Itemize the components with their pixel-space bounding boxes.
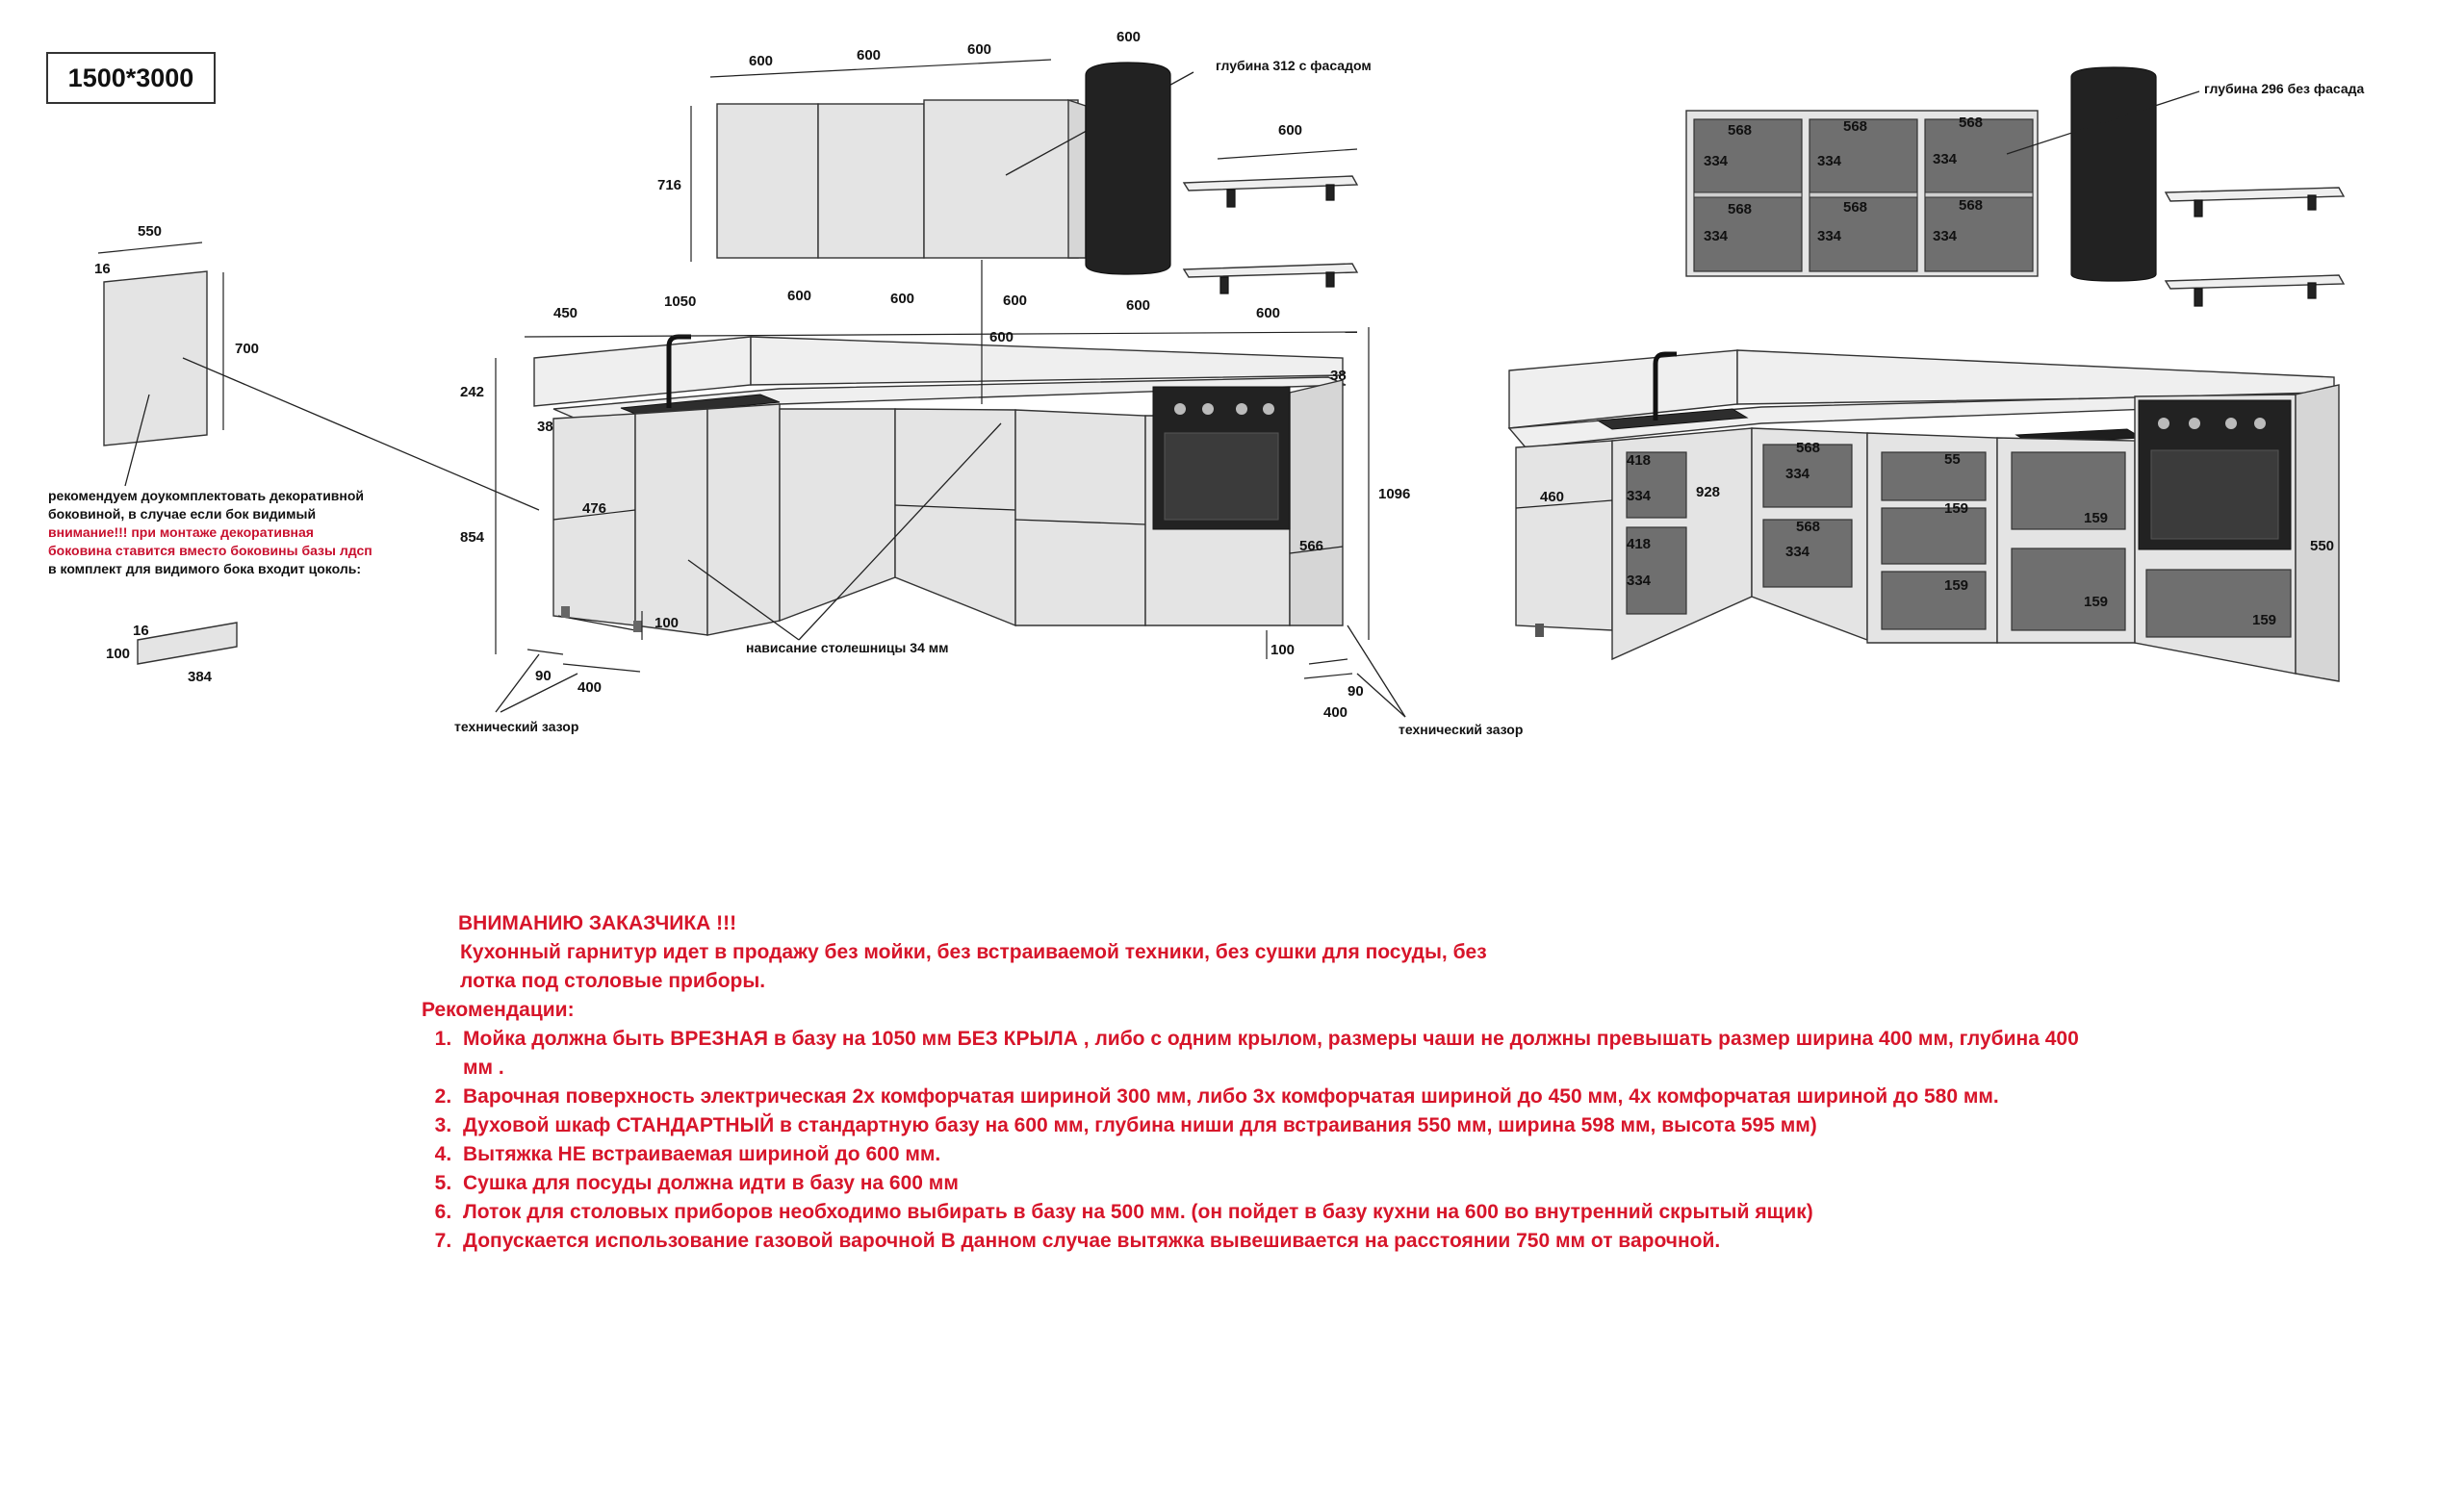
upper-inner-w-3: 568 — [1959, 115, 1984, 131]
base-width-600-c: 600 — [1003, 293, 1028, 309]
panel-thickness-label: 16 — [94, 261, 111, 277]
open-depth-460: 460 — [1540, 489, 1565, 505]
plinth-thickness-label: 16 — [133, 623, 149, 639]
gap-right-90: 90 — [1348, 683, 1364, 700]
base-depth-right-label: 566 — [1299, 538, 1324, 554]
panel-warning-line2: боковина ставится вместо боковины базы лдсп — [48, 543, 372, 558]
panel-width-label: 550 — [138, 223, 163, 240]
base-width-600-e: 600 — [1256, 305, 1281, 321]
upper-inner-w-2: 568 — [1843, 118, 1868, 135]
hood-gap-label: 600 — [989, 329, 1014, 345]
upper-inner-h-5: 334 — [1817, 228, 1842, 244]
customer-notice — [414, 909, 2108, 1256]
intro-line-1: Кухонный гарнитур идет в продажу без мойки, без встраиваемой техники, без сушки для посуды, без — [460, 941, 1487, 963]
upper-inner-h-2: 334 — [1817, 153, 1842, 169]
open-h334-mid-bot: 334 — [1785, 544, 1810, 560]
recommendation-item: 3. Духовой шкаф СТАНДАРТНЫЙ в стандартную базу на 600 мм, глубина ниши для встраивания 550 мм, ширина 598 мм, высота 595 мм) — [457, 1111, 2108, 1140]
hood-depth-note: глубина 312 с фасадом — [1216, 58, 1372, 73]
panel-warning-line1: внимание!!! при монтаже декоративная — [48, 524, 314, 540]
upper-inner-h-4: 334 — [1704, 228, 1729, 244]
base-width-600-a: 600 — [787, 288, 812, 304]
recommendations-title: Рекомендации: — [422, 999, 575, 1021]
base-width-450: 450 — [553, 305, 578, 321]
sheet-size-label: 1500*3000 — [46, 52, 216, 104]
recommendation-item: 1. Мойка должна быть ВРЕЗНАЯ в базу на 1050 мм БЕЗ КРЫЛА , либо с одним крылом, размеры чаши не должны превышать размер ширина 400 мм, глубина 400 мм . — [457, 1025, 2108, 1083]
recommendation-item: 6. Лоток для столовых приборов необходимо выбирать в базу на 500 мм. (он пойдет в базу кухни на 600 во внутренний скрытый ящик) — [457, 1198, 2108, 1227]
wall-shelves — [1184, 122, 1357, 293]
upper-inner-w-5: 568 — [1843, 199, 1868, 216]
open-kitchen-view — [1509, 67, 2365, 681]
panel-note-line2: боковиной, в случае если бок видимый — [48, 506, 317, 522]
worktop-38-left: 38 — [537, 419, 553, 435]
base-height-label: 854 — [460, 529, 485, 546]
open-h159-c: 159 — [2084, 510, 2109, 526]
upper-width-3: 600 — [967, 41, 992, 58]
gap-left-400: 400 — [578, 679, 603, 696]
total-height-label: 1096 — [1378, 486, 1411, 502]
side-panel-notes — [48, 488, 372, 576]
base-width-600-b: 600 — [890, 291, 915, 307]
upper-inner-w-4: 568 — [1728, 201, 1753, 217]
plinth-right-label: 100 — [1270, 642, 1296, 658]
attention-heading: ВНИМАНИЮ ЗАКАЗЧИКА !!! — [458, 912, 737, 934]
base-width-1050: 1050 — [664, 293, 697, 310]
base-depth-left-label: 476 — [582, 500, 607, 517]
tech-gap-left: технический зазор — [454, 719, 579, 734]
overhang-note: нависание столешницы 34 мм — [746, 640, 949, 655]
worktop-38-right: 38 — [1330, 368, 1347, 384]
plinth-length-label: 384 — [188, 669, 213, 685]
upper-inner-w-6: 568 — [1959, 197, 1984, 214]
open-h159-e: 159 — [2252, 612, 2277, 628]
plinth-piece — [106, 623, 237, 685]
base-width-600-d: 600 — [1126, 297, 1151, 314]
open-h159-d: 159 — [2084, 594, 2109, 610]
gap-left-90: 90 — [535, 668, 552, 684]
open-h334-top: 334 — [1627, 488, 1652, 504]
closed-kitchen-view — [454, 29, 1523, 737]
recommendations-list — [414, 1025, 2108, 1256]
upper-inner-h-6: 334 — [1933, 228, 1958, 244]
plinth-note: в комплект для видимого бока входит цоколь: — [48, 561, 361, 576]
shelf-width-label: 600 — [1278, 122, 1303, 139]
open-h159-b: 159 — [1944, 577, 1969, 594]
open-depth-550: 550 — [2310, 538, 2335, 554]
recommendation-item: 5. Сушка для посуды должна идти в базу на 600 мм — [457, 1169, 2108, 1198]
intro-line-2: лотка под столовые приборы. — [460, 970, 766, 992]
plinth-height-label: 100 — [106, 646, 131, 662]
oven — [1153, 387, 1290, 529]
open-h159-a: 159 — [1944, 500, 1969, 517]
open-w568-top: 568 — [1796, 440, 1821, 456]
upper-width-2: 600 — [857, 47, 882, 64]
recommendation-item: 4. Вытяжка НЕ встраиваемая шириной до 600 мм. — [457, 1140, 2108, 1169]
upper-inner-w-1: 568 — [1728, 122, 1753, 139]
tech-gap-right: технический зазор — [1399, 722, 1524, 737]
open-width-928: 928 — [1696, 484, 1721, 500]
upper-width-1: 600 — [749, 53, 774, 69]
upper-inner-h-3: 334 — [1933, 151, 1958, 167]
recommendation-item: 7. Допускается использование газовой варочной В данном случае вытяжка вывешивается на расстоянии 750 мм от варочной. — [457, 1227, 2108, 1256]
open-h418-bot: 418 — [1627, 536, 1652, 552]
open-h334-bot: 334 — [1627, 573, 1652, 589]
upper-height-label: 716 — [657, 177, 682, 193]
open-w568-bot: 568 — [1796, 519, 1821, 535]
decorative-side-panel — [94, 223, 539, 510]
open-h334-mid-top: 334 — [1785, 466, 1810, 482]
open-h55: 55 — [1944, 451, 1961, 468]
open-hood-depth-note: глубина 296 без фасада — [2204, 81, 2365, 96]
panel-height-label: 700 — [235, 341, 260, 357]
hood-width-label: 600 — [1116, 29, 1142, 45]
open-h418-top: 418 — [1627, 452, 1652, 469]
gap-right-400: 400 — [1323, 704, 1348, 721]
panel-note-line1: рекомендуем доукомплектовать декоративной — [48, 488, 365, 503]
backsplash-height-label: 242 — [460, 384, 485, 400]
upper-inner-h-1: 334 — [1704, 153, 1729, 169]
plinth-left-label: 100 — [654, 615, 680, 631]
recommendation-item: 2. Варочная поверхность электрическая 2х комфорчатая шириной 300 мм, либо 3х комфорчатая шириной до 450 мм, 4х комфорчатая шириной до 580 мм. — [457, 1083, 2108, 1111]
